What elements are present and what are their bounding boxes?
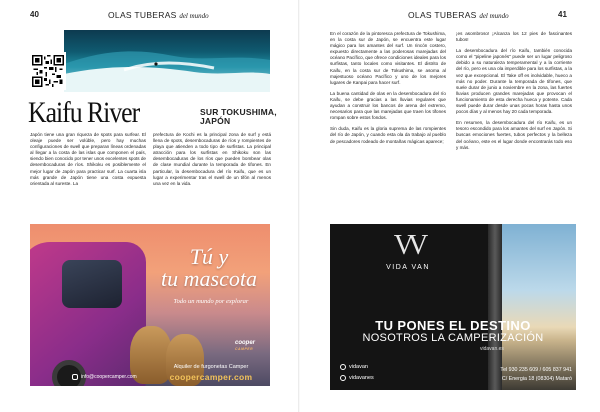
cooper-tagline: Todo un mundo por explorar	[173, 298, 249, 305]
vidavan-ad[interactable]	[330, 224, 576, 390]
vidavan-brand: VIDA VAN	[386, 264, 430, 271]
article-location: SUR TOKUSHIMA, JAPÓN	[200, 107, 277, 126]
vidavan-social-instagram[interactable]: vidavanes	[340, 375, 374, 381]
vidavan-phone[interactable]: Tel 930 235 609 / 605 837 941	[500, 367, 572, 373]
right-page	[300, 0, 600, 412]
vidavan-social-facebook[interactable]: vidavan	[340, 364, 368, 370]
van-door-frame	[488, 224, 502, 390]
vidavan-monogram: VV	[393, 230, 423, 261]
running-header-left	[108, 10, 209, 20]
magazine-brand: OLAS TUBERAS del mundo	[408, 10, 509, 20]
article-column-1: Japón tiene una gran riqueza de spots para surfear. El oleaje puede ser volúble, pero hay muchas configuraciones de swell que preparan líneas ordenadas al llegar a la costa de las islas que componen el país, siendo bien conocido por tener unos excelentes spots de desembocaduras de ríos. Shikoku es posiblemente el mejor lugar de Japón para practicar surf. La cuarta isla más grande de Japón tiene una costa expuesta orientada al sureste. La	[30, 132, 146, 186]
article-column-3: En el corazón de la pintoresca prefectura de Tokushima, en la costa sur de Japón, se encuentra este lugar mágico para los amantes del surf. Un rincón costero, expuesto directamente a las poderosas marejadas del océano Pacífico, que ofrece condiciones ideales para los surfistas, tanto locales como visitantes. El distrito de Kaifu, en la costa sur de Tokushima, se asoma al majestuoso océano Pacífico y uno de los mejores lugares de Kanpai para hacer surf. La buena cantidad de olas en la desembocadura del río Kaifu, se debe gracias a las lluvias regulares que ayudan a construir los bancos de arena del extremo, necesarios para que las marejadas que traen los tifones rompan sobre estos fondos. Sin duda, Kaifu es la gloria suprema de las rompientes del río de Japón, y cuando esta ola da trabajo al pueblo de pescadores rodeado de montañas mágicas aparece;	[330, 31, 446, 144]
magazine-brand: OLAS TUBERAS del mundo	[108, 10, 209, 20]
cooper-rental-text: Alquiler de furgonetas Camper	[173, 364, 249, 370]
article-title: Kaifu River	[28, 96, 140, 129]
vidavan-headline: TU PONES EL DESTINO	[375, 318, 531, 333]
wave-photo	[64, 30, 270, 92]
beach-photo	[498, 224, 576, 390]
instagram-icon	[72, 374, 78, 380]
qr-code-icon	[32, 54, 64, 88]
camper-van-image	[30, 242, 146, 386]
vidavan-address: C/ Energia 18 (08304) Mataró	[501, 376, 572, 382]
cooper-website[interactable]: coopercamper.com	[169, 372, 253, 382]
cooper-headline: Tú y tu mascota	[161, 244, 257, 291]
facebook-icon	[340, 364, 346, 370]
instagram-icon	[340, 375, 346, 381]
vidavan-subheadline: NOSOTROS LA CAMPERIZACIÓN	[362, 332, 544, 344]
page-number-right: 41	[558, 10, 567, 19]
vidavan-website[interactable]: vidavan.es	[480, 346, 504, 352]
qr-code[interactable]	[30, 52, 66, 90]
article-column-4: ¡es asombroso! ¡Alcanza los 12 pies de fascinantes tubos! La desembocadura del río Kaifu, también conocida como el "pipeline japonés" puede ser un lugar peligroso debido a su naturaleza temperamental y a la corriente del río, pero es una ola imperdible para los surfistas, a la vez que excepcional. El Take off es inolvidable, hueco a más no poder. Durante la temporada de tifones, que suele durar de junio a noviembre en la zona, las fuertes lluvias producen grandes marejadas que provocan el funcionamiento de esta derecha hueca y potente. Cada swell puede durar desde unas pocas horas hasta unos pocos días y al menos hay 20 cada temporada. En resumen, la desembocadura del río Kaifu, es un tesoro escondido para los amantes del surf en Japón. Si buscas emociones fuertes, tubos perfectos y la belleza del océano, este es el lugar donde encontrarás todo eso y más.	[456, 31, 572, 150]
cooper-instagram[interactable]: info@coopercamper.com	[72, 374, 137, 380]
running-header-right	[408, 10, 509, 20]
wave-illustration	[64, 30, 270, 92]
article-column-2: prefectura de Kochi es la principal zona de surf y está llena de spots, desembocaduras de ríos y rompientes de playa que atienden a todo tipo de surfistas. La principal atracción para los surfistas en Shikoku son las desembocaduras de los ríos que pueden bombear olas de clase mundial durante la temporada de tifones. En particular, la desembocadura del río Kaifu, que es un lugar a experimentar tras el swell de un tifón al menos una vez en la vida.	[153, 132, 271, 186]
cooper-camper-ad[interactable]	[30, 224, 270, 386]
page-number-left: 40	[30, 10, 39, 19]
cooper-logo: cooper CAMPER	[235, 340, 256, 351]
